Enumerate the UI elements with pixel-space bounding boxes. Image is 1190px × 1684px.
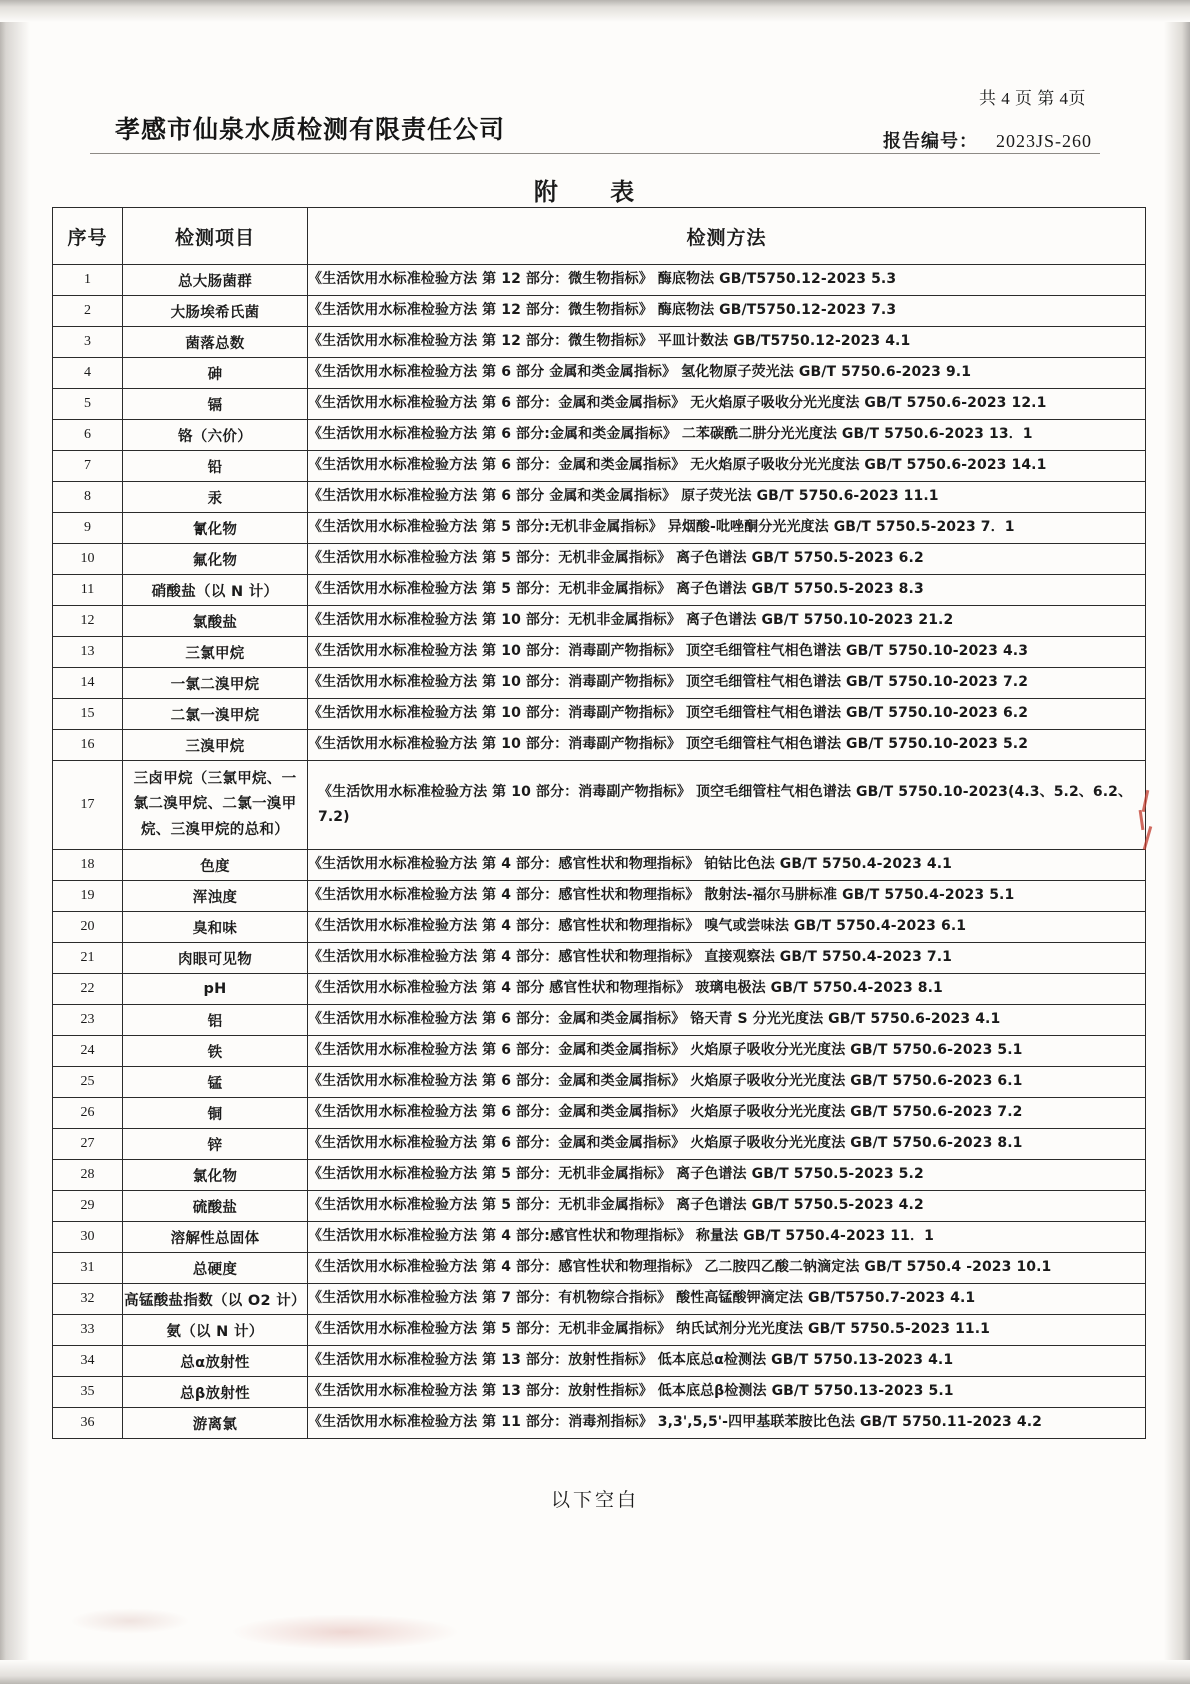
cell-sequence: 30 [53,1222,123,1253]
cell-test-item: 硫酸盐 [123,1191,308,1222]
cell-test-method: 《生活饮用水标准检验方法 第 5 部分：无机非金属指标》 离子色谱法 GB/T 5750.5-2023 6.2 [308,544,1146,575]
cell-sequence: 29 [53,1191,123,1222]
cell-test-method: 《生活饮用水标准检验方法 第 10 部分：消毒副产物指标》 顶空毛细管柱气相色谱法 GB/T 5750.10-2023 7.2 [308,668,1146,699]
table-row [53,575,1146,606]
cell-test-item: 菌落总数 [123,327,308,358]
table-row [53,668,1146,699]
cell-test-item: 臭和味 [123,912,308,943]
cell-test-method: 《生活饮用水标准检验方法 第 5 部分:无机非金属指标》 异烟酸-吡唑酮分光光度法 GB/T 5750.5-2023 7．1 [308,513,1146,544]
cell-test-item: 总硬度 [123,1253,308,1284]
cell-test-item: 铁 [123,1036,308,1067]
cell-sequence: 27 [53,1129,123,1160]
cell-test-method: 《生活饮用水标准检验方法 第 4 部分：感官性状和物理指标》 铂钴比色法 GB/T 5750.4-2023 4.1 [308,850,1146,881]
table-row [53,637,1146,668]
table-row [53,1160,1146,1191]
cell-test-item: 铅 [123,451,308,482]
table-row [53,974,1146,1005]
cell-test-item: 一氯二溴甲烷 [123,668,308,699]
report-number [883,127,1092,153]
cell-test-method: 《生活饮用水标准检验方法 第 10 部分：消毒副产物指标》 顶空毛细管柱气相色谱法 GB/T 5750.10-2023 6.2 [308,699,1146,730]
cell-test-method: 《生活饮用水标准检验方法 第 6 部分：金属和类金属指标》 火焰原子吸收分光光度法 GB/T 5750.6-2023 8.1 [308,1129,1146,1160]
table-body [53,265,1146,1439]
report-number-value: 2023JS-260 [995,131,1092,151]
table-row [53,761,1146,850]
cell-test-method: 《生活饮用水标准检验方法 第 6 部分 金属和类金属指标》 原子荧光法 GB/T 5750.6-2023 11.1 [308,482,1146,513]
cell-test-item: 游离氯 [123,1408,308,1439]
table-row [53,296,1146,327]
table-row [53,606,1146,637]
table-row [53,1253,1146,1284]
cell-sequence: 23 [53,1005,123,1036]
cell-test-method: 《生活饮用水标准检验方法 第 6 部分 金属和类金属指标》 氢化物原子荧光法 GB/T 5750.6-2023 9.1 [308,358,1146,389]
cell-test-item: 三氯甲烷 [123,637,308,668]
cell-sequence: 4 [53,358,123,389]
cell-test-item: 总α放射性 [123,1346,308,1377]
cell-test-method: 《生活饮用水标准检验方法 第 10 部分：无机非金属指标》 离子色谱法 GB/T 5750.10-2023 21.2 [308,606,1146,637]
cell-test-method: 《生活饮用水标准检验方法 第 12 部分：微生物指标》 酶底物法 GB/T5750.12-2023 5.3 [308,265,1146,296]
cell-test-method: 《生活饮用水标准检验方法 第 7 部分：有机物综合指标》 酸性高锰酸钾滴定法 GB/T5750.7-2023 4.1 [308,1284,1146,1315]
cell-sequence: 14 [53,668,123,699]
cell-test-item: 铬（六价） [123,420,308,451]
cell-test-item: 肉眼可见物 [123,943,308,974]
table-row [53,1067,1146,1098]
cell-test-method: 《生活饮用水标准检验方法 第 10 部分：消毒副产物指标》 顶空毛细管柱气相色谱法 GB/T 5750.10-2023 5.2 [308,730,1146,761]
page-count: 共 4 页 第 4页 [979,89,1086,108]
cell-test-method: 《生活饮用水标准检验方法 第 5 部分：无机非金属指标》 离子色谱法 GB/T 5750.5-2023 5.2 [308,1160,1146,1191]
table-row [53,1222,1146,1253]
cell-sequence: 10 [53,544,123,575]
cell-test-item: 汞 [123,482,308,513]
table-row [53,513,1146,544]
cell-test-method: 《生活饮用水标准检验方法 第 6 部分：金属和类金属指标》 火焰原子吸收分光光度法 GB/T 5750.6-2023 6.1 [308,1067,1146,1098]
cell-test-item: 溶解性总固体 [123,1222,308,1253]
cell-test-method: 《生活饮用水标准检验方法 第 4 部分:感官性状和物理指标》 称量法 GB/T 5750.4-2023 11．1 [308,1222,1146,1253]
table-row [53,482,1146,513]
footer-note: 以下空白 [550,1489,639,1511]
table-row [53,1098,1146,1129]
cell-test-method: 《生活饮用水标准检验方法 第 6 部分：金属和类金属指标》 铬天青 S 分光光度法 GB/T 5750.6-2023 4.1 [308,1005,1146,1036]
cell-test-item: 氯化物 [123,1160,308,1191]
cell-sequence: 21 [53,943,123,974]
cell-test-method: 《生活饮用水标准检验方法 第 6 部分：金属和类金属指标》 无火焰原子吸收分光光度法 GB/T 5750.6-2023 14.1 [308,451,1146,482]
cell-test-item: 锰 [123,1067,308,1098]
cell-test-method: 《生活饮用水标准检验方法 第 6 部分：金属和类金属指标》 无火焰原子吸收分光光度法 GB/T 5750.6-2023 12.1 [308,389,1146,420]
table-row [53,699,1146,730]
cell-test-item: 浑浊度 [123,881,308,912]
cell-test-method: 《生活饮用水标准检验方法 第 13 部分：放射性指标》 低本底总α检测法 GB/T 5750.13-2023 4.1 [308,1346,1146,1377]
cell-sequence: 1 [53,265,123,296]
cell-test-item: 大肠埃希氏菌 [123,296,308,327]
cell-test-method: 《生活饮用水标准检验方法 第 4 部分 感官性状和物理指标》 玻璃电极法 GB/T 5750.4-2023 8.1 [308,974,1146,1005]
column-header-item: 检测项目 [123,208,308,265]
cell-sequence: 8 [53,482,123,513]
table-row [53,1408,1146,1439]
cell-test-method: 《生活饮用水标准检验方法 第 13 部分：放射性指标》 低本底总β检测法 GB/T 5750.13-2023 5.1 [308,1377,1146,1408]
red-pen-mark-icon [1138,790,1156,850]
table-row [53,327,1146,358]
table-row [53,1377,1146,1408]
cell-sequence: 34 [53,1346,123,1377]
cell-test-item: 氯酸盐 [123,606,308,637]
cell-sequence: 3 [53,327,123,358]
header-divider [90,153,1100,154]
table-row [53,358,1146,389]
cell-test-item: 总β放射性 [123,1377,308,1408]
cell-test-item: 氟化物 [123,544,308,575]
paper-edge-top [0,0,1190,22]
cell-test-item: 硝酸盐（以 N 计） [123,575,308,606]
column-header-seq: 序号 [53,208,123,265]
table-row [53,943,1146,974]
stain-smudge [230,1614,460,1650]
cell-test-method: 《生活饮用水标准检验方法 第 10 部分：消毒副产物指标》 顶空毛细管柱气相色谱法 GB/T 5750.10-2023 4.3 [308,637,1146,668]
cell-sequence: 31 [53,1253,123,1284]
cell-test-method: 《生活饮用水标准检验方法 第 4 部分：感官性状和物理指标》 嗅气或尝味法 GB/T 5750.4-2023 6.1 [308,912,1146,943]
company-name: 孝感市仙泉水质检测有限责任公司 [115,115,506,144]
cell-test-method: 《生活饮用水标准检验方法 第 6 部分:金属和类金属指标》 二苯碳酰二肼分光光度法 GB/T 5750.6-2023 13．1 [308,420,1146,451]
cell-sequence: 20 [53,912,123,943]
table-row [53,881,1146,912]
table-header-row [53,208,1146,265]
table-row [53,1346,1146,1377]
cell-sequence: 11 [53,575,123,606]
table-row [53,1005,1146,1036]
cell-sequence: 26 [53,1098,123,1129]
cell-test-item: 三溴甲烷 [123,730,308,761]
table-row [53,1129,1146,1160]
paper-edge-left [0,0,30,1684]
cell-sequence: 12 [53,606,123,637]
cell-test-method: 《生活饮用水标准检验方法 第 6 部分：金属和类金属指标》 火焰原子吸收分光光度法 GB/T 5750.6-2023 7.2 [308,1098,1146,1129]
cell-test-item: 氨（以 N 计） [123,1315,308,1346]
cell-test-item: 二氯一溴甲烷 [123,699,308,730]
cell-sequence: 6 [53,420,123,451]
table-row [53,1036,1146,1067]
paper-edge-bottom [0,1660,1190,1684]
cell-sequence: 9 [53,513,123,544]
cell-sequence: 32 [53,1284,123,1315]
cell-sequence: 35 [53,1377,123,1408]
cell-sequence: 18 [53,850,123,881]
cell-test-item: pH [123,974,308,1005]
table-row [53,850,1146,881]
cell-test-item: 总大肠菌群 [123,265,308,296]
table-row [53,420,1146,451]
page-title: 附 表 [533,178,657,206]
cell-test-method: 《生活饮用水标准检验方法 第 4 部分：感官性状和物理指标》 直接观察法 GB/T 5750.4-2023 7.1 [308,943,1146,974]
cell-sequence: 7 [53,451,123,482]
cell-test-method: 《生活饮用水标准检验方法 第 5 部分：无机非金属指标》 离子色谱法 GB/T 5750.5-2023 4.2 [308,1191,1146,1222]
stain-smudge-2 [70,1608,190,1634]
cell-test-method: 《生活饮用水标准检验方法 第 12 部分：微生物指标》 酶底物法 GB/T5750.12-2023 7.3 [308,296,1146,327]
cell-test-item: 色度 [123,850,308,881]
cell-sequence: 13 [53,637,123,668]
cell-test-method: 《生活饮用水标准检验方法 第 5 部分：无机非金属指标》 纳氏试剂分光光度法 GB/T 5750.5-2023 11.1 [308,1315,1146,1346]
cell-sequence: 2 [53,296,123,327]
cell-test-item: 氰化物 [123,513,308,544]
cell-test-method: 《生活饮用水标准检验方法 第 4 部分：感官性状和物理指标》 乙二胺四乙酸二钠滴定法 GB/T 5750.4 -2023 10.1 [308,1253,1146,1284]
cell-sequence: 15 [53,699,123,730]
table-row [53,451,1146,482]
report-number-label: 报告编号： [882,131,978,151]
cell-test-method: 《生活饮用水标准检验方法 第 4 部分：感官性状和物理指标》 散射法-福尔马肼标准 GB/T 5750.4-2023 5.1 [308,881,1146,912]
cell-test-item: 三卤甲烷（三氯甲烷、一氯二溴甲烷、二氯一溴甲烷、三溴甲烷的总和） [123,761,308,850]
table-row [53,1315,1146,1346]
table-row [53,389,1146,420]
table-row [53,265,1146,296]
cell-test-item: 高锰酸盐指数（以 O2 计） [123,1284,308,1315]
cell-test-method: 《生活饮用水标准检验方法 第 10 部分：消毒副产物指标》 顶空毛细管柱气相色谱法 GB/T 5750.10-2023(4.3、5.2、6.2、7.2) [308,761,1146,850]
cell-test-method: 《生活饮用水标准检验方法 第 12 部分：微生物指标》 平皿计数法 GB/T5750.12-2023 4.1 [308,327,1146,358]
cell-sequence: 28 [53,1160,123,1191]
document-header [90,80,1100,170]
cell-sequence: 17 [53,761,123,850]
cell-test-method: 《生活饮用水标准检验方法 第 11 部分：消毒剂指标》 3,3',5,5'-四甲基联苯胺比色法 GB/T 5750.11-2023 4.2 [308,1408,1146,1439]
cell-test-method: 《生活饮用水标准检验方法 第 5 部分：无机非金属指标》 离子色谱法 GB/T 5750.5-2023 8.3 [308,575,1146,606]
column-header-method: 检测方法 [308,208,1146,265]
cell-sequence: 19 [53,881,123,912]
cell-test-item: 铜 [123,1098,308,1129]
cell-sequence: 5 [53,389,123,420]
cell-sequence: 36 [53,1408,123,1439]
methods-table [52,207,1146,1439]
cell-test-item: 铝 [123,1005,308,1036]
cell-sequence: 16 [53,730,123,761]
table-row [53,544,1146,575]
cell-test-item: 砷 [123,358,308,389]
cell-test-item: 锌 [123,1129,308,1160]
cell-test-method: 《生活饮用水标准检验方法 第 6 部分：金属和类金属指标》 火焰原子吸收分光光度法 GB/T 5750.6-2023 5.1 [308,1036,1146,1067]
table-row [53,912,1146,943]
table-row [53,1191,1146,1222]
cell-sequence: 22 [53,974,123,1005]
cell-test-item: 镉 [123,389,308,420]
cell-sequence: 24 [53,1036,123,1067]
cell-sequence: 33 [53,1315,123,1346]
table-row [53,730,1146,761]
table-row [53,1284,1146,1315]
cell-sequence: 25 [53,1067,123,1098]
paper-edge-right [1164,0,1190,1684]
